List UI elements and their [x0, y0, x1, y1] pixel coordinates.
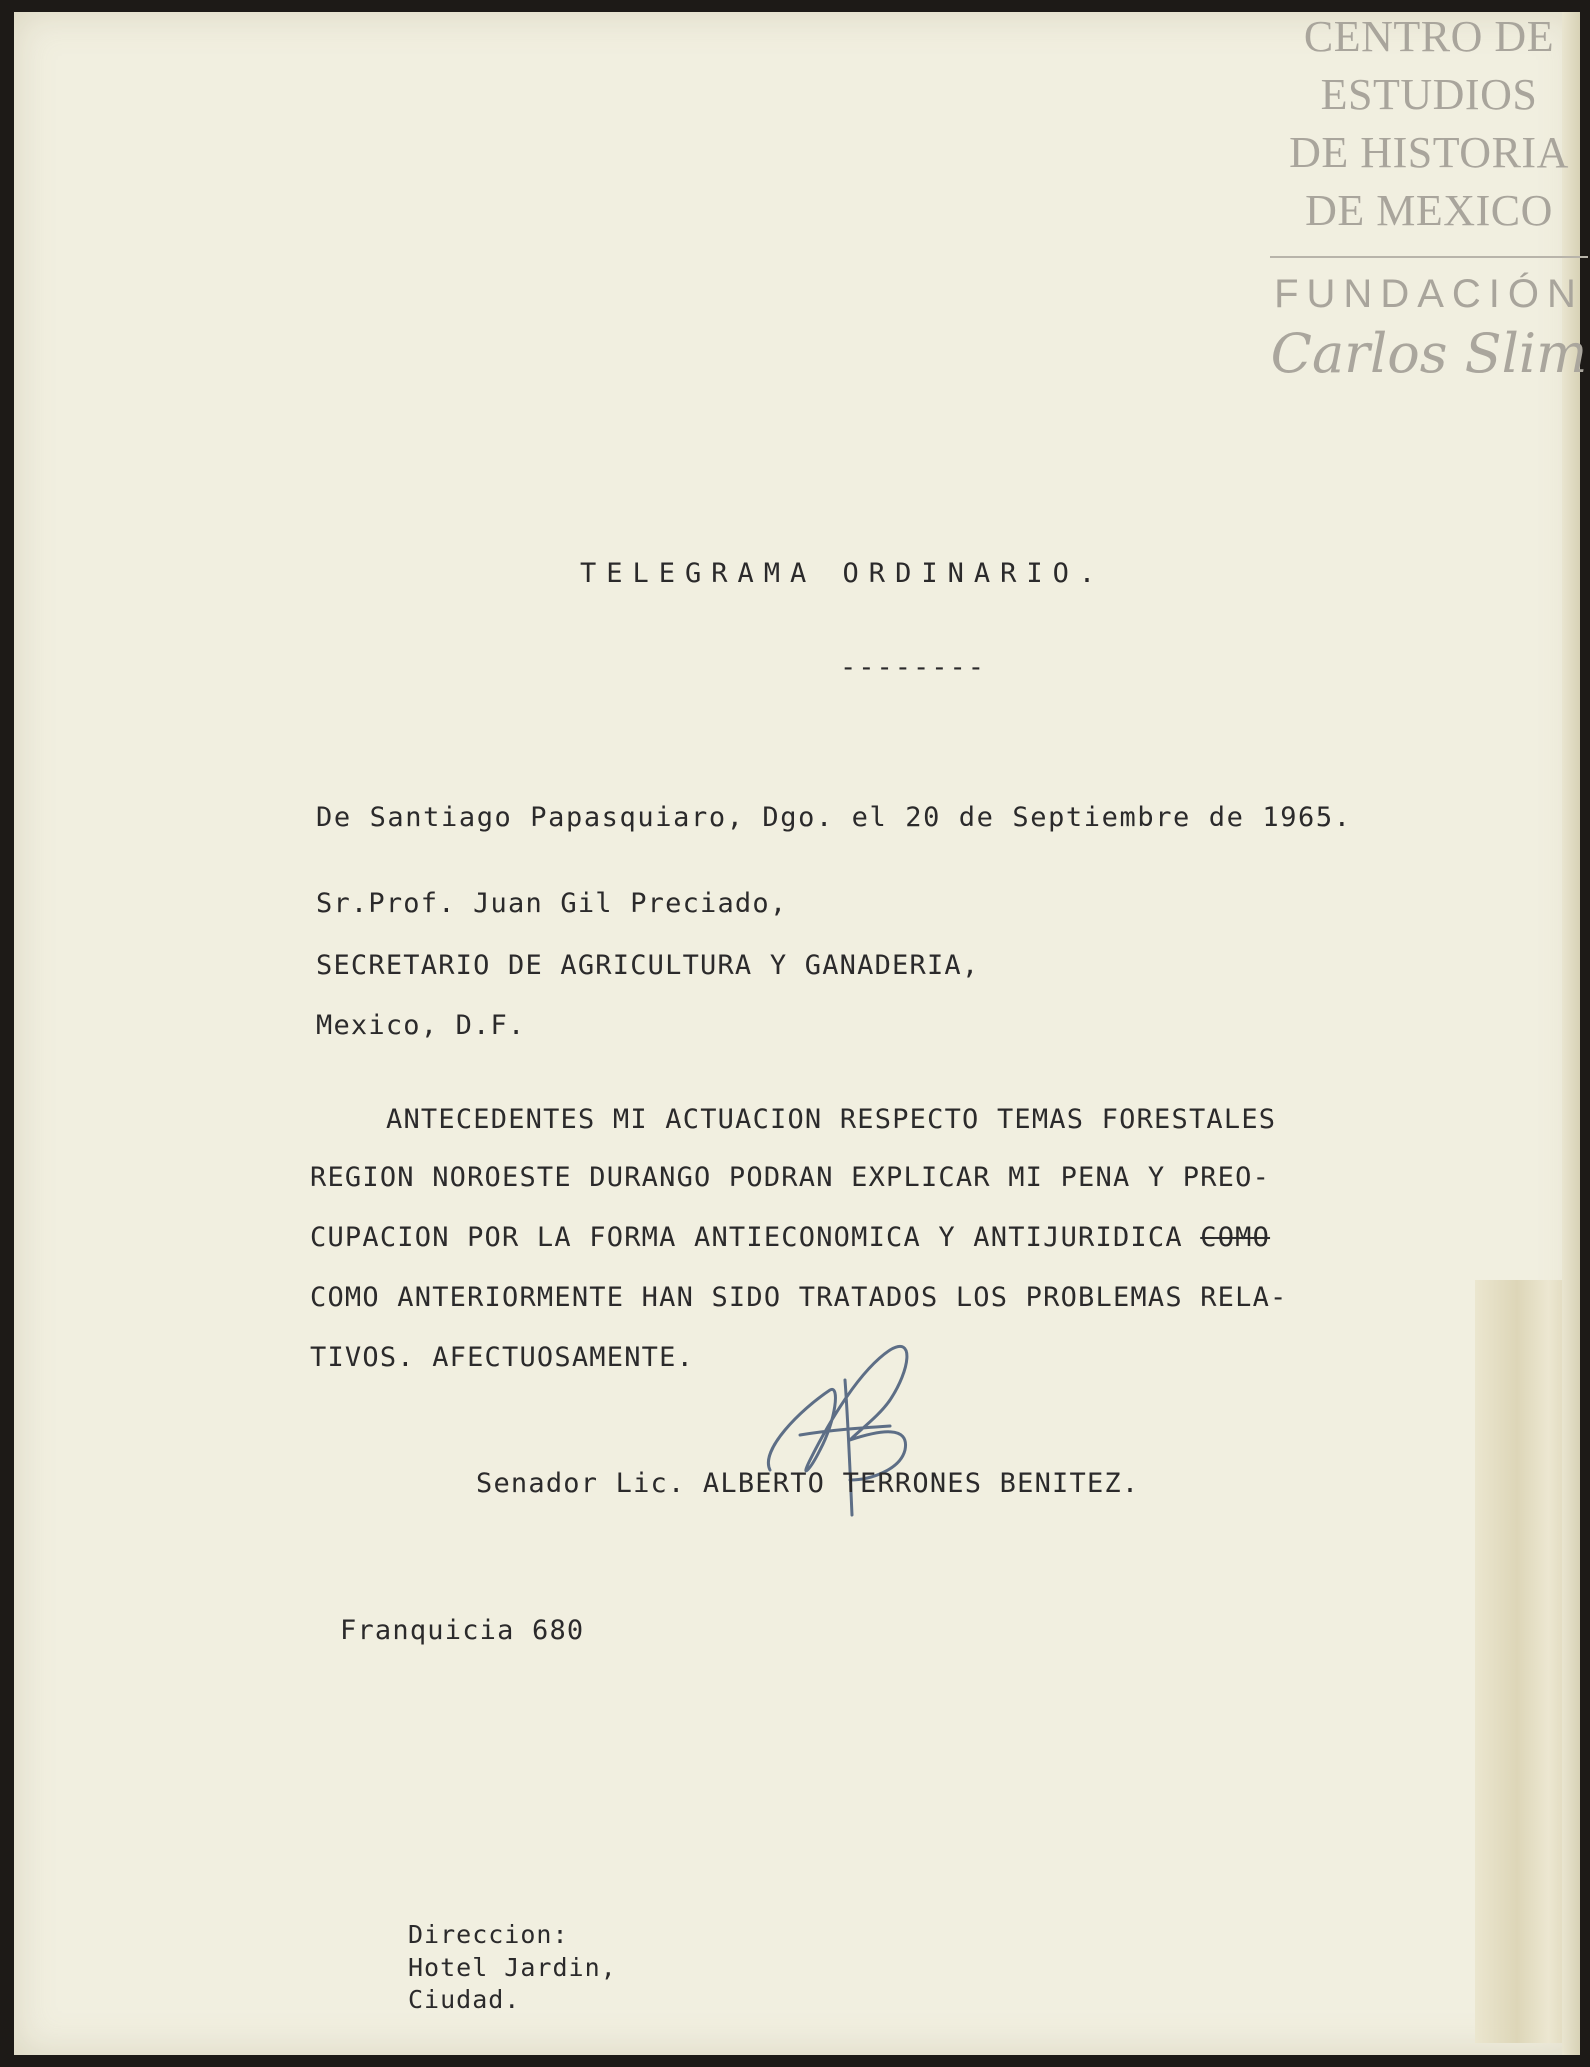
- watermark-line-2: ESTUDIOS: [1320, 70, 1538, 119]
- body-line: TIVOS. AFECTUOSAMENTE.: [310, 1342, 695, 1373]
- watermark-line-3: DE HISTORIA: [1289, 128, 1569, 177]
- title-rule: --------: [840, 652, 987, 683]
- address-line-1: Hotel Jardin,: [408, 1953, 617, 1982]
- franquicia-number: Franquicia 680: [340, 1615, 585, 1646]
- body-line-text: CUPACION POR LA FORMA ANTIECONOMICA Y ANTIJURIDICA: [310, 1222, 1201, 1253]
- struck-word: COMO: [1200, 1222, 1271, 1253]
- recipient-name: Sr.Prof. Juan Gil Preciado,: [316, 888, 788, 919]
- watermark-line-1: CENTRO DE: [1303, 12, 1555, 61]
- watermark-divider: [1270, 256, 1588, 258]
- body-line: [310, 1222, 1270, 1253]
- body-line: COMO ANTERIORMENTE HAN SIDO TRATADOS LOS PROBLEMAS RELA-: [310, 1282, 1288, 1313]
- watermark-signature: Carlos Slim: [1270, 322, 1588, 385]
- signer-name: Senador Lic. ALBERTO TERRONES BENITEZ.: [476, 1468, 1140, 1499]
- dateline: De Santiago Papasquiaro, Dgo. el 20 de Septiembre de 1965.: [316, 802, 1352, 833]
- body-line: ANTECEDENTES MI ACTUACION RESPECTO TEMAS FORESTALES: [386, 1104, 1277, 1135]
- body-line: REGION NOROESTE DURANGO PODRAN EXPLICAR MI PENA Y PREO-: [310, 1162, 1271, 1193]
- address-label: Direccion:: [408, 1920, 569, 1949]
- archive-watermark: [1270, 8, 1588, 390]
- recipient-position: SECRETARIO DE AGRICULTURA Y GANADERIA,: [316, 950, 980, 981]
- recipient-location: Mexico, D.F.: [316, 1010, 526, 1041]
- watermark-line-4: DE MEXICO: [1305, 186, 1553, 235]
- telegram-title: TELEGRAMA ORDINARIO.: [580, 558, 1106, 589]
- address-line-2: Ciudad.: [408, 1985, 521, 2014]
- watermark-foundation: FUNDACIÓN: [1274, 272, 1584, 316]
